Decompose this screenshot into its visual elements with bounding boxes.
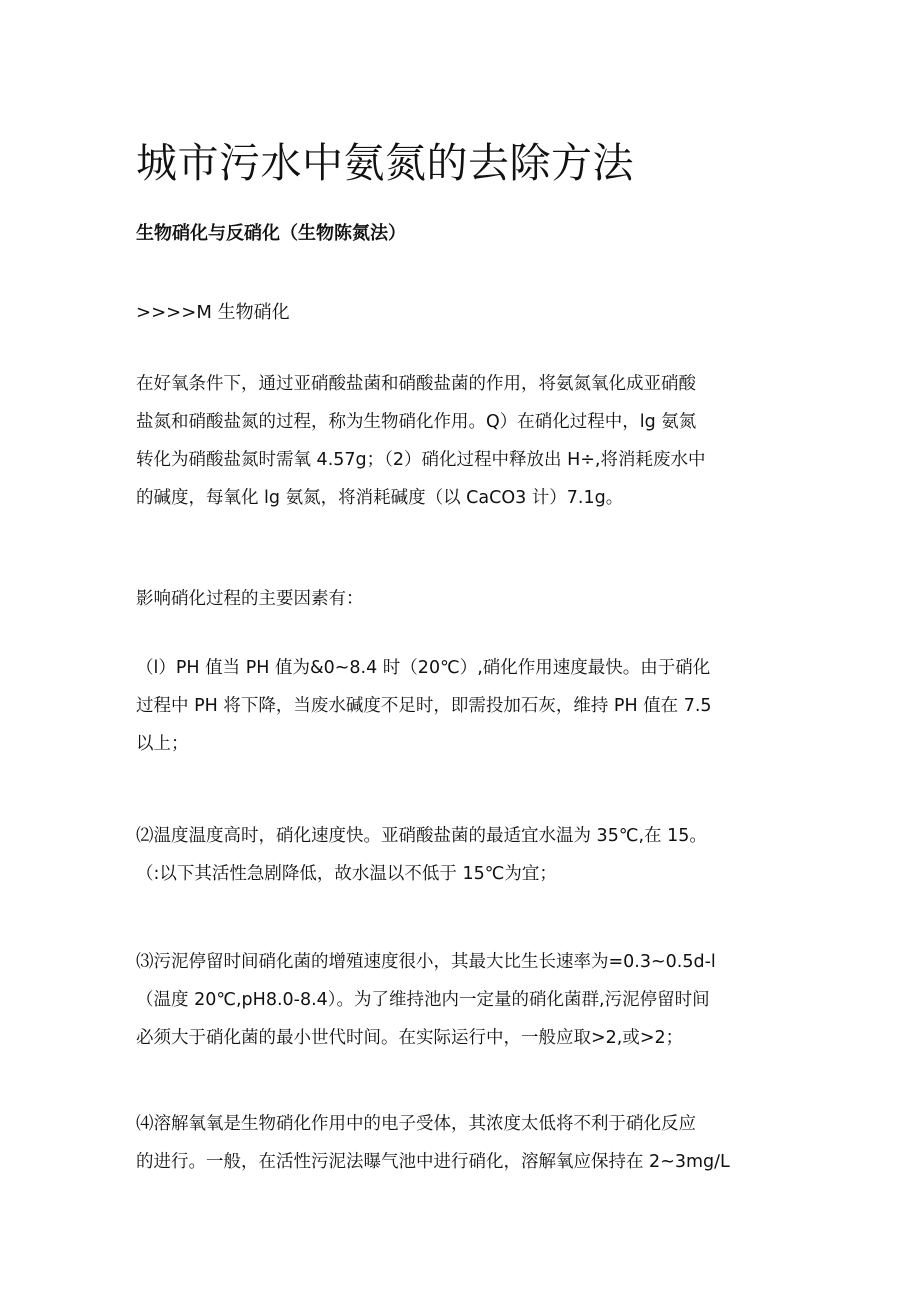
text-line: 必须大于硝化菌的最小世代时间。在实际运行中，一般应取>2,或>2； <box>136 1028 684 1048</box>
text-line: 在好氧条件下，通过亚硝酸盐菌和硝酸盐菌的作用，将氨氮氧化成亚硝酸 <box>136 374 696 394</box>
paragraph-factor-dissolved-oxygen <box>136 1105 796 1181</box>
section-heading: 生物硝化与反硝化（生物陈氮法） <box>136 223 406 244</box>
text-line: 转化为硝酸盐氮时需氧 4.57g；（2）硝化过程中释放出 H÷,将消耗废水中 <box>136 450 706 470</box>
text-line: 的进行。一般，在活性污泥法曝气池中进行硝化，溶解氧应保持在 2~3mg∕L <box>136 1152 730 1172</box>
text-line: （温度 20℃,pH8.0-8.4）。为了维持池内一定量的硝化菌群,污泥停留时间 <box>136 990 710 1010</box>
text-line: （:以下其活性急剧降低，故水温以不低于 15℃为宜； <box>136 864 557 884</box>
text-line: 的碱度，每氧化 lg 氨氮，将消耗碱度（以 CaCO3 计）7.1g。 <box>136 488 624 508</box>
subheading: >>>>M 生物硝化 <box>136 302 290 323</box>
text-line: 过程中 PH 将下降，当废水碱度不足时，即需投加石灰，维持 PH 值在 7.5 <box>136 696 712 716</box>
text-line: （l）PH 值当 PH 值为&0~8.4 时（20℃）,硝化作用速度最快。由于硝化 <box>136 658 711 678</box>
text-line: 盐氮和硝酸盐氮的过程，称为生物硝化作用。Q）在硝化过程中，lg 氨氮 <box>136 412 697 432</box>
text-line: ⑵温度温度高时，硝化速度快。亚硝酸盐菌的最适宜水温为 35℃,在 15。 <box>136 826 707 846</box>
paragraph-factor-sludge-age <box>136 943 796 1057</box>
page-title: 城市污水中氨氮的去除方法 <box>136 139 634 187</box>
text-line: 以上； <box>136 734 189 754</box>
paragraph-factor-ph <box>136 649 796 763</box>
text-line: ⑶污泥停留时间硝化菌的增殖速度很小，其最大比生长速率为=0.3~0.5d-l <box>136 952 716 972</box>
paragraph-factor-temperature <box>136 817 796 893</box>
paragraph-nitrification-definition <box>136 365 796 517</box>
paragraph-factors-intro <box>136 580 796 618</box>
text-line: ⑷溶解氧氧是生物硝化作用中的电子受体，其浓度太低将不利于硝化反应 <box>136 1114 696 1134</box>
text-line: 影响硝化过程的主要因素有： <box>136 589 364 609</box>
